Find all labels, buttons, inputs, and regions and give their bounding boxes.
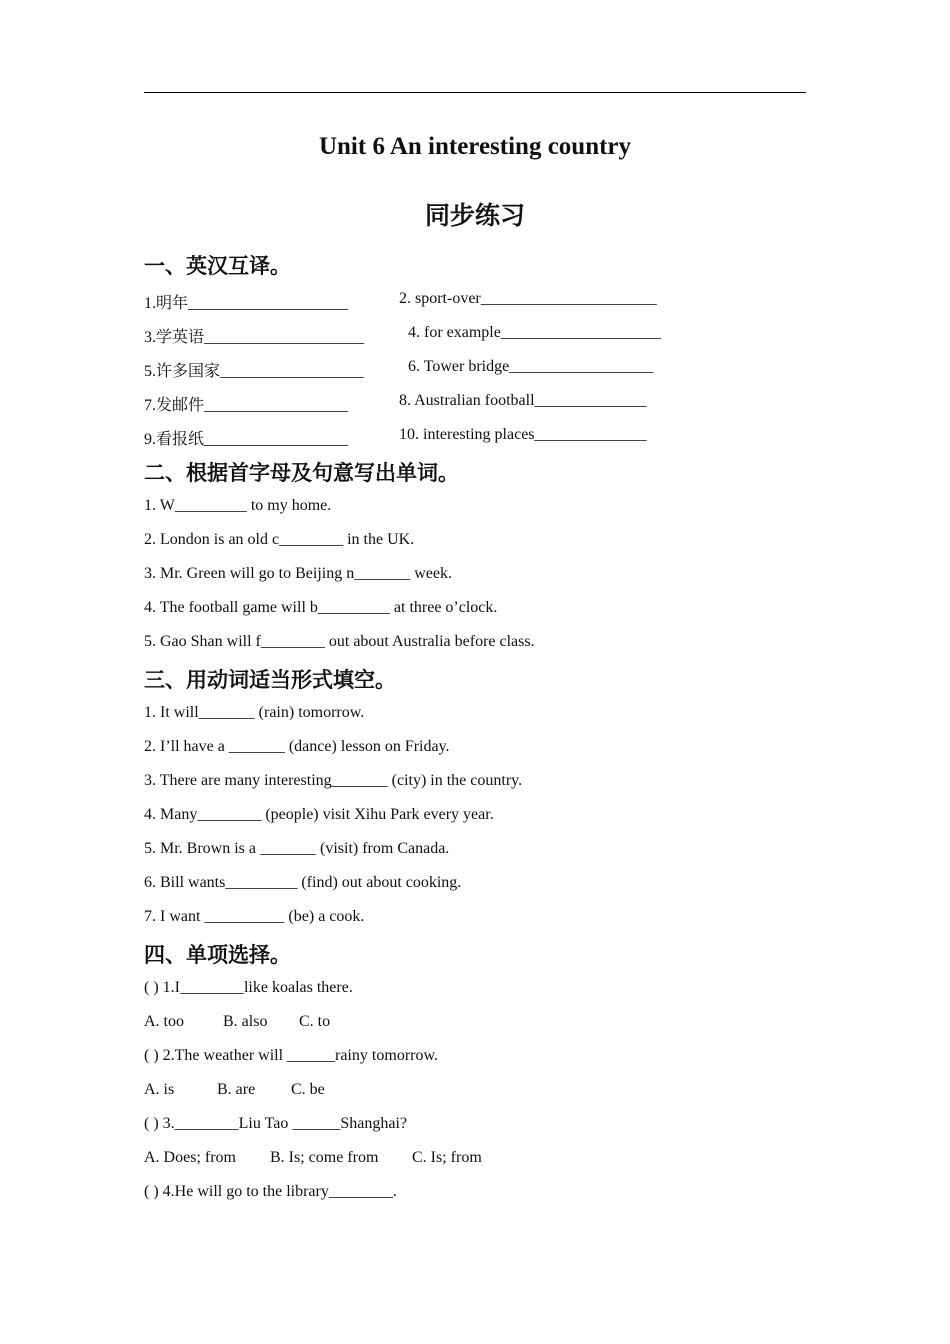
- section4-heading: 四、单项选择。: [144, 943, 291, 967]
- s1-row3-right: 6. Tower bridge__________________: [408, 358, 654, 375]
- s1-row2-right: 4. for example____________________: [408, 324, 661, 341]
- s4-q4-stem: ( ) 4.He will go to the library________.: [144, 1183, 397, 1200]
- worksheet-title: Unit 6 An interesting country: [318, 133, 632, 160]
- s3-item3: 3. There are many interesting_______ (city) in the country.: [144, 772, 523, 789]
- s4-q2-options: [144, 1081, 325, 1099]
- s2-item5: 5. Gao Shan will f________ out about Australia before class.: [144, 633, 535, 650]
- s1-row5-right: 10. interesting places______________: [399, 426, 647, 443]
- section2-heading: 二、根据首字母及句意写出单词。: [144, 461, 459, 485]
- section1-heading: 一、英汉互译。: [144, 254, 291, 278]
- s3-item5: 5. Mr. Brown is a _______ (visit) from Canada.: [144, 840, 450, 857]
- s3-item2: 2. I’ll have a _______ (dance) lesson on Friday.: [144, 738, 450, 755]
- s4-q3-stem: ( ) 3.________Liu Tao ______Shanghai?: [144, 1115, 407, 1132]
- s3-item6: 6. Bill wants_________ (find) out about cooking.: [144, 874, 462, 891]
- s4-q2-option-a: A. is: [144, 1081, 175, 1098]
- s4-q2-option-b: B. are: [217, 1081, 256, 1098]
- s4-q2-stem: ( ) 2.The weather will ______rainy tomorrow.: [144, 1047, 438, 1064]
- s1-row2-left: 3.学英语____________________: [144, 329, 365, 346]
- s2-item2: 2. London is an old c________ in the UK.: [144, 531, 415, 548]
- s3-item1: 1. It will_______ (rain) tomorrow.: [144, 704, 365, 721]
- section3-heading: 三、用动词适当形式填空。: [144, 668, 396, 692]
- s2-item1: 1. W_________ to my home.: [144, 497, 332, 514]
- s1-row4-left: 7.发邮件__________________: [144, 397, 349, 414]
- header-rule: [144, 92, 806, 93]
- s4-q3-option-b: B. Is; come from: [270, 1149, 379, 1166]
- s4-q1-option-b: B. also: [223, 1013, 268, 1030]
- s4-q1-option-a: A. too: [144, 1013, 184, 1030]
- s3-item4: 4. Many________ (people) visit Xihu Park every year.: [144, 806, 494, 823]
- s1-row5-left: 9.看报纸__________________: [144, 431, 349, 448]
- s2-item3: 3. Mr. Green will go to Beijing n_______ week.: [144, 565, 452, 582]
- s4-q1-stem: ( ) 1.I________like koalas there.: [144, 979, 353, 996]
- worksheet-subtitle: 同步练习: [424, 203, 525, 230]
- s4-q1-option-c: C. to: [299, 1013, 331, 1030]
- s1-row1-right: 2. sport-over______________________: [399, 290, 657, 307]
- s2-item4: 4. The football game will b_________ at three o’clock.: [144, 599, 498, 616]
- s1-row4-right: 8. Australian football______________: [399, 392, 647, 409]
- s3-item7: 7. I want __________ (be) a cook.: [144, 908, 365, 925]
- s1-row3-left: 5.许多国家__________________: [144, 363, 365, 380]
- s4-q3-option-a: A. Does; from: [144, 1149, 236, 1166]
- s1-row1-left: 1.明年____________________: [144, 295, 349, 312]
- s4-q3-options: [144, 1149, 482, 1167]
- s4-q3-option-c: C. Is; from: [412, 1149, 482, 1166]
- s4-q2-option-c: C. be: [291, 1081, 325, 1098]
- s4-q1-options: [144, 1013, 330, 1031]
